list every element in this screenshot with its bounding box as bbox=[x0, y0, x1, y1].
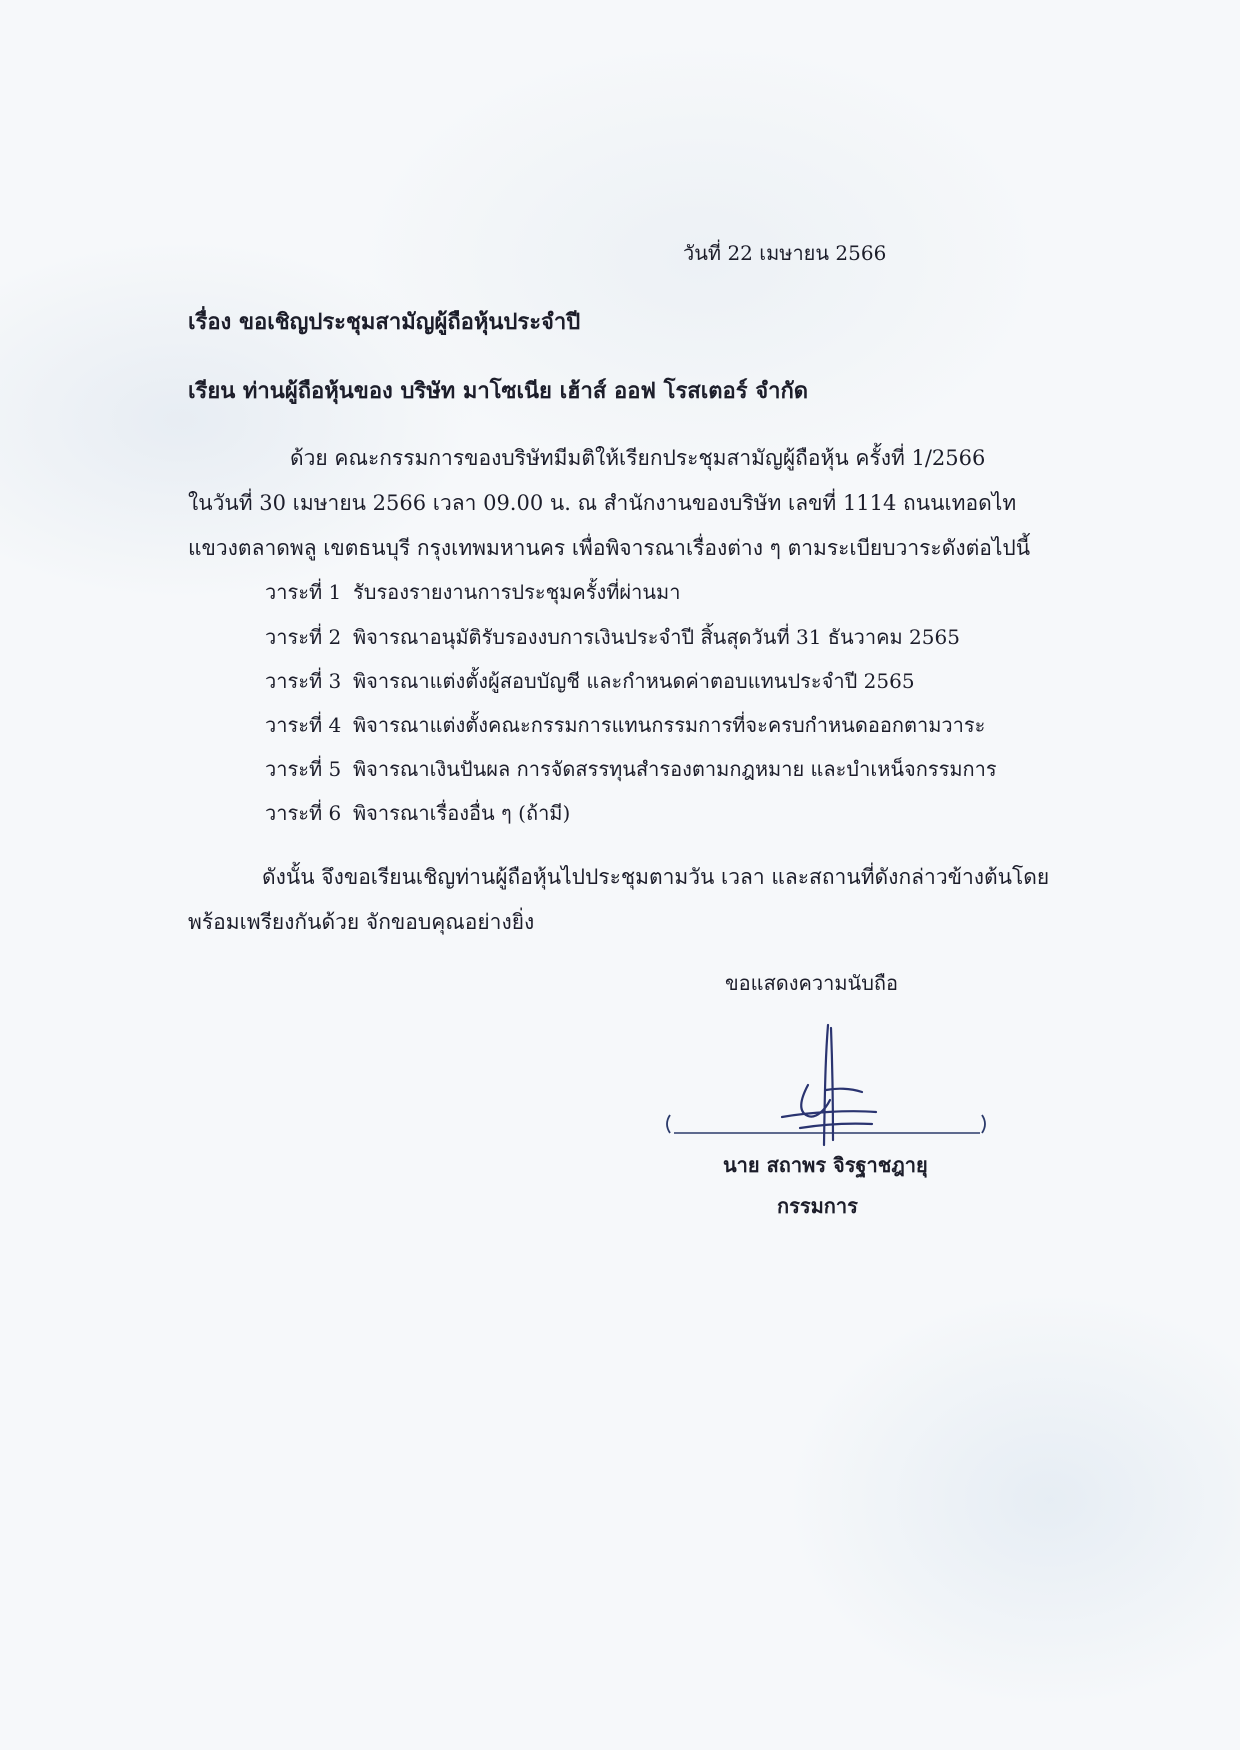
close-paren bbox=[982, 1115, 985, 1133]
agenda-text: พิจารณาอนุมัติรับรองงบการเงินประจำปี สิ้นสุดวันที่ 31 ธันวาคม 2565 bbox=[353, 625, 960, 649]
agenda-item bbox=[265, 627, 960, 647]
letter-date: วันที่ 22 เมษายน 2566 bbox=[683, 241, 887, 265]
body-line-3: แขวงตลาดพลู เขตธนบุรี กรุงเทพมหานคร เพื่อพิจารณาเรื่องต่าง ๆ ตามระเบียบวาระดังต่อไปนี้ bbox=[188, 536, 1031, 560]
agenda-text: พิจารณาเงินปันผล การจัดสรรทุนสำรองตามกฎหมาย และบำเหน็จกรรมการ bbox=[353, 757, 997, 781]
letter-subject: เรื่อง ขอเชิญประชุมสามัญผู้ถือหุ้นประจำปี bbox=[188, 309, 581, 335]
agenda-text: พิจารณาเรื่องอื่น ๆ (ถ้ามี) bbox=[353, 801, 571, 825]
agenda-label: วาระที่ 3 bbox=[265, 669, 342, 693]
letter-recipient: เรียน ท่านผู้ถือหุ้นของ บริษัท มาโซเนีย เฮ้าส์ ออฟ โรสเตอร์ จำกัด bbox=[188, 378, 809, 404]
agenda-label: วาระที่ 6 bbox=[265, 801, 342, 825]
agenda-item bbox=[265, 582, 680, 602]
agenda-item bbox=[265, 759, 997, 779]
agenda-text: พิจารณาแต่งตั้งคณะกรรมการแทนกรรมการที่จะครบกำหนดออกตามวาระ bbox=[353, 713, 986, 737]
open-paren bbox=[667, 1115, 670, 1133]
agenda-label: วาระที่ 4 bbox=[265, 713, 342, 737]
body-line-2: ในวันที่ 30 เมษายน 2566 เวลา 09.00 น. ณ สำนักงานของบริษัท เลขที่ 1114 ถนนเทอดไท bbox=[188, 491, 1017, 515]
body-line-1: ด้วย คณะกรรมการของบริษัทมีมติให้เรียกประชุมสามัญผู้ถือหุ้น ครั้งที่ 1/2566 bbox=[290, 446, 986, 470]
conclusion-line-1: ดังนั้น จึงขอเรียนเชิญท่านผู้ถือหุ้นไปประชุมตามวัน เวลา และสถานที่ดังกล่าวข้างต้นโดย bbox=[262, 865, 1050, 889]
signer-position: กรรมการ bbox=[777, 1194, 858, 1218]
agenda-item bbox=[265, 671, 915, 691]
agenda-label: วาระที่ 1 bbox=[265, 580, 342, 604]
agenda-item bbox=[265, 715, 985, 735]
agenda-label: วาระที่ 5 bbox=[265, 757, 342, 781]
signature-block bbox=[650, 1020, 990, 1155]
agenda-text: พิจารณาแต่งตั้งผู้สอบบัญชี และกำหนดค่าตอบแทนประจำปี 2565 bbox=[353, 669, 915, 693]
handwritten-signature bbox=[782, 1025, 876, 1145]
agenda-item bbox=[265, 803, 570, 823]
conclusion-line-2: พร้อมเพรียงกันด้วย จักขอบคุณอย่างยิ่ง bbox=[188, 910, 535, 934]
agenda-label: วาระที่ 2 bbox=[265, 625, 342, 649]
agenda-text: รับรองรายงานการประชุมครั้งที่ผ่านมา bbox=[353, 580, 681, 604]
closing-phrase: ขอแสดงความนับถือ bbox=[725, 971, 899, 995]
signer-name: นาย สถาพร จิรฐาชฎายุ bbox=[723, 1153, 928, 1177]
